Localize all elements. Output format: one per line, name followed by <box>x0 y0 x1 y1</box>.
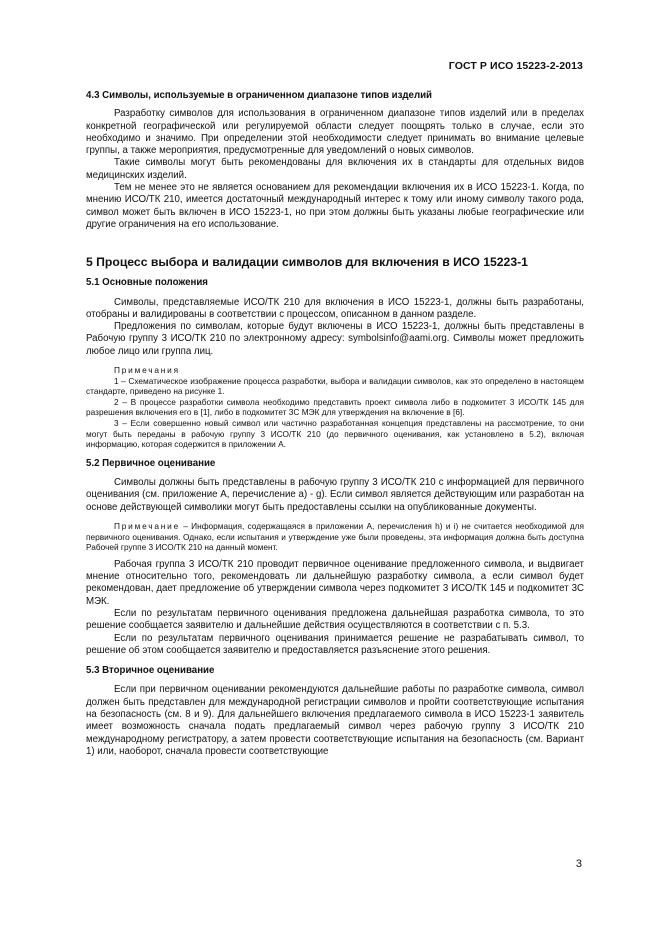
section-4-3-paragraph-2: Такие символы могут быть рекомендованы для включения их в стандарты для отдельных видов медицинских изделий. <box>86 157 584 181</box>
section-5-2-note <box>86 521 584 553</box>
section-5-title: 5 Процесс выбора и валидации символов для включения в ИСО 15223-1 <box>86 255 528 270</box>
section-5-1-paragraph-2: Предложения по символам, которые будут включены в ИСО 15223-1, должны быть представлены в Рабочую группу 3 ИСО/ТК 210 по электронному адресу: symbolsinfo@aami.org. Символы может предложить любое лицо или группа лиц. <box>86 321 584 357</box>
notes-title: Примечания <box>114 365 180 376</box>
section-5-2-paragraph-3: Если по результатам первичного оценивания предложена дальнейшая разработка символа, то это решение сообщается заявителю и дальнейшие действия осуществляются в соответствии с п. 5.3. <box>86 607 584 632</box>
document-code-header: ГОСТ Р ИСО 15223-2-2013 <box>448 60 583 72</box>
section-5-1-paragraph-1: Символы, представляемые ИСО/ТК 210 для включения в ИСО 15223-1, должны быть разработаны, отобраны и валидированы в соответствии с процессом, описанном в данном разделе. <box>86 296 584 320</box>
section-5-2-paragraph-4: Если по результатам первичного оценивания принимается решение не разрабатывать символ, то решение об этом сообщается заявителю и предоставляется разъяснение этого решения. <box>86 632 584 656</box>
section-5-3-paragraph-1: Если при первичном оценивании рекомендуются дальнейшие работы по разработке символа, символ должен быть представлен для международной регистрации символов и пройти соответствующие испытания на безопасность (см. 8 и 9). Для дальнейшего включения предлагаемого символа в ИСО 15223-1 заявитель имеет возможность сначала подать предлагаемый символ через рабочую группу 3 ИСО/ТК 210 международному регистратору, а затем провести соответствующие испытания на безопасность (см. Вариант 1) или, наоборот, сначала провести соответствующие <box>86 684 584 757</box>
section-5-3-title: 5.3 Вторичное оценивание <box>86 665 215 677</box>
note-3: 3 – Если совершенно новый символ или частично разработанная концепция представлены на рассмотрение, то они могут быть переданы в рабочую группу 3 ИСО/ТК 210 (до первичного оценивания, как установлено в 5.2), включая информацию, которая содержится в приложении А. <box>86 418 584 450</box>
section-5-2-paragraph-1: Символы должны быть представлены в рабочую группу 3 ИСО/ТК 210 с информацией для первичного оценивания (см. приложение А, перечисление а) - g). Если символ является действующим или разработан на основе действующей символики могут быть предоставлены ссылки на опубликованные документы. <box>86 477 584 513</box>
note-1: 1 – Схематическое изображение процесса разработки, выбора и валидации символов, как это определено в настоящем стандарте, приведено на рисунке 1. <box>86 375 584 397</box>
note-title: Примечание <box>114 520 181 531</box>
document-body <box>86 90 584 758</box>
note-2: 2 – В процессе разработки символа необходимо представить проект символа либо в подкомитет 3 ИСО/ТК 145 для разрешения включения его в [1], либо в подкомитет 3С МЭК для утверждения на включение в [6]. <box>86 396 584 418</box>
page-number: 3 <box>575 858 582 870</box>
section-4-3-title: 4.3 Символы, используемые в ограниченном диапазоне типов изделий <box>86 90 433 101</box>
section-4-3-paragraph-3: Тем не менее это не является основанием для рекомендации включения их в ИСО 15223-1. Когда, по мнению ИСО/ТК 210, имеется достаточный международный интерес к тому или иному символу такого рода, символ может быть включен в ИСО 15223-1, но при этом должны быть указаны любые географические или другие ограничения на его использование. <box>86 182 584 230</box>
note-text: – Информация, содержащаяся в приложении А, перечисления h) и i) не считается необходимой для первичного оценивания. Однако, если испытания и утверждение уже были проведены, эта информация должна быть доступна Рабочей группе 3 ИСО/ТК 210 на данный момент. <box>86 520 584 553</box>
section-5-1-title: 5.1 Основные положения <box>86 277 208 289</box>
section-4-3-paragraph-1: Разработку символов для использования в ограниченном диапазоне типов изделий или в пределах конкретной географической или регулируемой области следует поощрять только в случае, если это необходимо и значимо. При определении этой необходимости следует принимать во внимание целевые группы, а также мероприятия, предусмотренные для уведомлений о новых символов. <box>86 108 584 157</box>
section-5-1-notes <box>86 365 584 450</box>
section-5-2-title: 5.2 Первичное оценивание <box>86 457 216 469</box>
section-5-2-paragraph-2: Рабочая группа 3 ИСО/ТК 210 проводит первичное оценивание предложенного символа, и выдвигает мнение относительно того, рекомендовать ли дальнейшую разработку символа, а если символ будет рекомендован, дает предложение об утверждении символа через подкомитет 3 ИСО/ТК 145 и подкомитет 3С МЭК. <box>86 558 584 607</box>
